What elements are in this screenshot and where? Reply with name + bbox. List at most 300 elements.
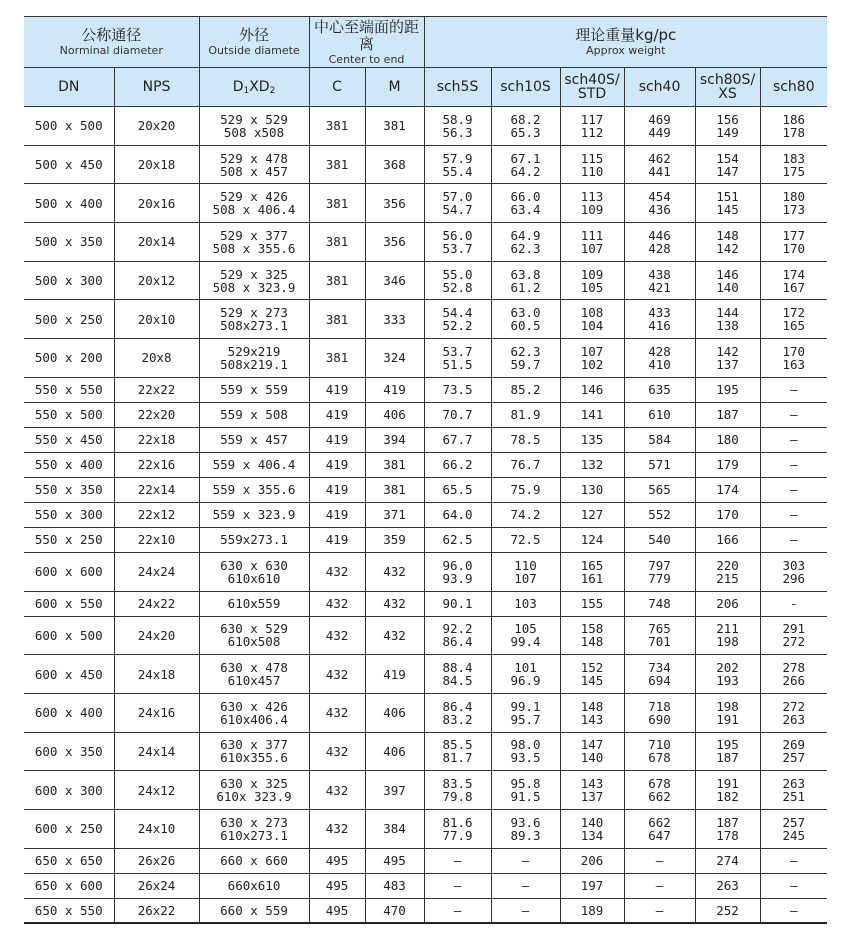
cell-sch5s: 66.2 bbox=[424, 452, 491, 477]
cell-sch10s: 63.0 60.5 bbox=[491, 300, 560, 339]
cell-sch80: – bbox=[760, 377, 827, 402]
cell-sch10s: 62.3 59.7 bbox=[491, 339, 560, 378]
cell-dn: 500 x 450 bbox=[24, 145, 114, 184]
cell-outside-diameter: 660 x 559 bbox=[199, 898, 309, 923]
cell-sch5s: 54.4 52.2 bbox=[424, 300, 491, 339]
cell-sch80: 183 175 bbox=[760, 145, 827, 184]
cell-sch10s: 81.9 bbox=[491, 402, 560, 427]
cell-sch10s: 95.8 91.5 bbox=[491, 771, 560, 810]
cell-sch5s: 70.7 bbox=[424, 402, 491, 427]
cell-nps: 24x12 bbox=[114, 771, 199, 810]
cell-sch5s: 55.0 52.8 bbox=[424, 261, 491, 300]
table-row bbox=[24, 427, 827, 452]
cell-sch80s: 198 191 bbox=[695, 693, 760, 732]
cell-sch80s: 211 198 bbox=[695, 616, 760, 655]
cell-sch40: – bbox=[624, 848, 695, 873]
cell-sch40s: 140 134 bbox=[560, 809, 624, 848]
cell-dn: 650 x 550 bbox=[24, 898, 114, 923]
cell-sch10s: – bbox=[491, 873, 560, 898]
cell-sch80s: 179 bbox=[695, 452, 760, 477]
col-sch80: sch80 bbox=[760, 68, 827, 107]
col-d-sub2: 2 bbox=[269, 85, 276, 96]
col-m: M bbox=[365, 68, 424, 107]
nominal-zh: 公称通径 bbox=[81, 26, 142, 44]
cell-sch40: 662 647 bbox=[624, 809, 695, 848]
cell-dn: 600 x 500 bbox=[24, 616, 114, 655]
cell-outside-diameter: 630 x 630 610x610 bbox=[199, 552, 309, 591]
cell-outside-diameter: 529 x 273 508x273.1 bbox=[199, 300, 309, 339]
cell-outside-diameter: 559 x 323.9 bbox=[199, 502, 309, 527]
cell-outside-diameter: 559 x 457 bbox=[199, 427, 309, 452]
table-row bbox=[24, 732, 827, 771]
cell-sch80: – bbox=[760, 452, 827, 477]
cell-m: 397 bbox=[365, 771, 424, 810]
cell-sch40: 438 421 bbox=[624, 261, 695, 300]
cell-m: 432 bbox=[365, 616, 424, 655]
cell-c: 419 bbox=[309, 427, 365, 452]
cell-sch80s: 144 138 bbox=[695, 300, 760, 339]
cell-sch5s: 92.2 86.4 bbox=[424, 616, 491, 655]
cell-dn: 550 x 400 bbox=[24, 452, 114, 477]
table-row bbox=[24, 339, 827, 378]
cell-c: 381 bbox=[309, 300, 365, 339]
cell-sch10s: 63.8 61.2 bbox=[491, 261, 560, 300]
cell-c: 432 bbox=[309, 732, 365, 771]
cell-sch80: – bbox=[760, 848, 827, 873]
table-row bbox=[24, 809, 827, 848]
cell-nps: 22x22 bbox=[114, 377, 199, 402]
cell-dn: 500 x 300 bbox=[24, 261, 114, 300]
outside-diameter-header bbox=[199, 17, 309, 68]
table-row bbox=[24, 452, 827, 477]
cell-nps: 24x18 bbox=[114, 655, 199, 694]
cell-sch5s: 56.0 53.7 bbox=[424, 223, 491, 262]
cell-sch5s: 67.7 bbox=[424, 427, 491, 452]
cell-m: 356 bbox=[365, 223, 424, 262]
cell-nps: 24x14 bbox=[114, 732, 199, 771]
table-row bbox=[24, 771, 827, 810]
cell-sch40: 433 416 bbox=[624, 300, 695, 339]
cell-sch40s: 107 102 bbox=[560, 339, 624, 378]
cell-m: 406 bbox=[365, 402, 424, 427]
cell-sch80: 263 251 bbox=[760, 771, 827, 810]
cell-outside-diameter: 660x610 bbox=[199, 873, 309, 898]
cell-sch80s: 202 193 bbox=[695, 655, 760, 694]
cell-sch40: 765 701 bbox=[624, 616, 695, 655]
cell-sch40s: 115 110 bbox=[560, 145, 624, 184]
cell-dn: 600 x 350 bbox=[24, 732, 114, 771]
header-row-1 bbox=[24, 17, 827, 68]
cell-m: 406 bbox=[365, 693, 424, 732]
cell-outside-diameter: 559 x 559 bbox=[199, 377, 309, 402]
cell-sch40s: 117 112 bbox=[560, 107, 624, 146]
cell-sch80: 272 263 bbox=[760, 693, 827, 732]
cell-dn: 500 x 400 bbox=[24, 184, 114, 223]
cell-c: 419 bbox=[309, 502, 365, 527]
table-row bbox=[24, 616, 827, 655]
cell-sch80: – bbox=[760, 527, 827, 552]
cell-dn: 600 x 400 bbox=[24, 693, 114, 732]
cell-sch80: – bbox=[760, 402, 827, 427]
cell-sch80s: 146 140 bbox=[695, 261, 760, 300]
cell-c: 381 bbox=[309, 339, 365, 378]
table-row bbox=[24, 693, 827, 732]
cell-sch5s: 88.4 84.5 bbox=[424, 655, 491, 694]
cell-dn: 550 x 300 bbox=[24, 502, 114, 527]
cell-c: 432 bbox=[309, 809, 365, 848]
header-row-2 bbox=[24, 68, 827, 107]
cell-sch80: 257 245 bbox=[760, 809, 827, 848]
center-zh: 中心至端面的距离 bbox=[314, 17, 420, 53]
cell-sch5s: 64.0 bbox=[424, 502, 491, 527]
cell-nps: 26x26 bbox=[114, 848, 199, 873]
cell-dn: 550 x 500 bbox=[24, 402, 114, 427]
cell-sch80: – bbox=[760, 873, 827, 898]
cell-m: 381 bbox=[365, 452, 424, 477]
cell-sch40: 565 bbox=[624, 477, 695, 502]
cell-m: 394 bbox=[365, 427, 424, 452]
cell-sch80: 170 163 bbox=[760, 339, 827, 378]
cell-outside-diameter: 610x559 bbox=[199, 591, 309, 616]
table-row bbox=[24, 898, 827, 923]
col-c: C bbox=[309, 68, 365, 107]
col-sch40: sch40 bbox=[624, 68, 695, 107]
cell-nps: 22x10 bbox=[114, 527, 199, 552]
cell-sch40: 710 678 bbox=[624, 732, 695, 771]
cell-nps: 24x16 bbox=[114, 693, 199, 732]
cell-sch40s: 130 bbox=[560, 477, 624, 502]
cell-m: 371 bbox=[365, 502, 424, 527]
table-row bbox=[24, 184, 827, 223]
cell-sch80s: 170 bbox=[695, 502, 760, 527]
cell-sch10s: 85.2 bbox=[491, 377, 560, 402]
cell-nps: 22x18 bbox=[114, 427, 199, 452]
cell-outside-diameter: 529 x 529 508 x508 bbox=[199, 107, 309, 146]
cell-sch80s: 187 bbox=[695, 402, 760, 427]
cell-dn: 650 x 600 bbox=[24, 873, 114, 898]
cell-c: 432 bbox=[309, 591, 365, 616]
cell-sch80: 186 178 bbox=[760, 107, 827, 146]
cell-sch40: 571 bbox=[624, 452, 695, 477]
cell-sch80s: 274 bbox=[695, 848, 760, 873]
cell-sch10s: 101 96.9 bbox=[491, 655, 560, 694]
cell-c: 432 bbox=[309, 616, 365, 655]
weight-zh: 理论重量kg/pc bbox=[575, 26, 677, 44]
cell-sch40s: 152 145 bbox=[560, 655, 624, 694]
cell-sch40: 446 428 bbox=[624, 223, 695, 262]
cell-m: 368 bbox=[365, 145, 424, 184]
col-sch5s: sch5S bbox=[424, 68, 491, 107]
cell-sch10s: – bbox=[491, 848, 560, 873]
table-row bbox=[24, 261, 827, 300]
cell-outside-diameter: 630 x 377 610x355.6 bbox=[199, 732, 309, 771]
cell-dn: 600 x 550 bbox=[24, 591, 114, 616]
table-row bbox=[24, 873, 827, 898]
cell-sch80s: 195 bbox=[695, 377, 760, 402]
cell-sch10s: – bbox=[491, 898, 560, 923]
cell-sch40s: 109 105 bbox=[560, 261, 624, 300]
cell-c: 419 bbox=[309, 477, 365, 502]
cell-sch10s: 66.0 63.4 bbox=[491, 184, 560, 223]
cell-sch80: 174 167 bbox=[760, 261, 827, 300]
cell-sch80s: 252 bbox=[695, 898, 760, 923]
cell-outside-diameter: 529 x 377 508 x 355.6 bbox=[199, 223, 309, 262]
cell-nps: 22x16 bbox=[114, 452, 199, 477]
cell-sch80s: 191 182 bbox=[695, 771, 760, 810]
col-d1xd2 bbox=[199, 68, 309, 107]
cell-sch5s: 85.5 81.7 bbox=[424, 732, 491, 771]
cell-sch5s: 62.5 bbox=[424, 527, 491, 552]
cell-sch80s: 151 145 bbox=[695, 184, 760, 223]
cell-outside-diameter: 630 x 273 610x273.1 bbox=[199, 809, 309, 848]
cell-nps: 24x20 bbox=[114, 616, 199, 655]
cell-sch80s: 166 bbox=[695, 527, 760, 552]
cell-nps: 20x14 bbox=[114, 223, 199, 262]
cell-sch40s: 127 bbox=[560, 502, 624, 527]
table-row bbox=[24, 145, 827, 184]
cell-dn: 600 x 300 bbox=[24, 771, 114, 810]
cell-sch40s: 143 137 bbox=[560, 771, 624, 810]
cell-m: 419 bbox=[365, 655, 424, 694]
weight-en: Approx weight bbox=[586, 44, 666, 57]
cell-nps: 20x12 bbox=[114, 261, 199, 300]
outside-zh: 外径 bbox=[239, 26, 270, 44]
cell-dn: 550 x 450 bbox=[24, 427, 114, 452]
cell-sch40s: 148 143 bbox=[560, 693, 624, 732]
cell-nps: 24x22 bbox=[114, 591, 199, 616]
cell-m: 483 bbox=[365, 873, 424, 898]
cell-sch80: 291 272 bbox=[760, 616, 827, 655]
cell-nps: 24x24 bbox=[114, 552, 199, 591]
cell-dn: 550 x 250 bbox=[24, 527, 114, 552]
cell-sch40: 718 690 bbox=[624, 693, 695, 732]
cell-outside-diameter: 559 x 508 bbox=[199, 402, 309, 427]
cell-sch80: – bbox=[760, 898, 827, 923]
cell-nps: 20x8 bbox=[114, 339, 199, 378]
col-sch10s: sch10S bbox=[491, 68, 560, 107]
table-row bbox=[24, 655, 827, 694]
cell-nps: 26x24 bbox=[114, 873, 199, 898]
cell-sch40: 610 bbox=[624, 402, 695, 427]
cell-dn: 500 x 250 bbox=[24, 300, 114, 339]
cell-sch5s: 57.9 55.4 bbox=[424, 145, 491, 184]
cell-sch40s: 158 148 bbox=[560, 616, 624, 655]
cell-c: 381 bbox=[309, 184, 365, 223]
table-row bbox=[24, 377, 827, 402]
cell-sch80s: 148 142 bbox=[695, 223, 760, 262]
nominal-diameter-header bbox=[24, 17, 199, 68]
cell-sch80: – bbox=[760, 427, 827, 452]
table-row bbox=[24, 591, 827, 616]
cell-c: 419 bbox=[309, 402, 365, 427]
cell-sch40: 734 694 bbox=[624, 655, 695, 694]
cell-sch5s: – bbox=[424, 898, 491, 923]
cell-sch10s: 72.5 bbox=[491, 527, 560, 552]
cell-sch40s: 113 109 bbox=[560, 184, 624, 223]
cell-c: 381 bbox=[309, 223, 365, 262]
cell-sch40: 454 436 bbox=[624, 184, 695, 223]
cell-m: 346 bbox=[365, 261, 424, 300]
cell-dn: 500 x 350 bbox=[24, 223, 114, 262]
cell-nps: 26x22 bbox=[114, 898, 199, 923]
cell-outside-diameter: 529x219 508x219.1 bbox=[199, 339, 309, 378]
cell-sch5s: 73.5 bbox=[424, 377, 491, 402]
table-row bbox=[24, 402, 827, 427]
cell-sch10s: 67.1 64.2 bbox=[491, 145, 560, 184]
pipe-fitting-spec-table bbox=[24, 16, 827, 924]
cell-outside-diameter: 630 x 529 610x508 bbox=[199, 616, 309, 655]
cell-outside-diameter: 559x273.1 bbox=[199, 527, 309, 552]
cell-sch40s: 124 bbox=[560, 527, 624, 552]
cell-sch10s: 64.9 62.3 bbox=[491, 223, 560, 262]
cell-dn: 550 x 550 bbox=[24, 377, 114, 402]
cell-dn: 600 x 600 bbox=[24, 552, 114, 591]
cell-sch10s: 93.6 89.3 bbox=[491, 809, 560, 848]
cell-sch80s: 154 147 bbox=[695, 145, 760, 184]
cell-sch10s: 110 107 bbox=[491, 552, 560, 591]
cell-nps: 22x20 bbox=[114, 402, 199, 427]
col-d-sub1: 1 bbox=[243, 85, 250, 96]
cell-sch40: – bbox=[624, 873, 695, 898]
cell-nps: 20x20 bbox=[114, 107, 199, 146]
cell-c: 432 bbox=[309, 655, 365, 694]
cell-sch40s: 132 bbox=[560, 452, 624, 477]
cell-sch80: 303 296 bbox=[760, 552, 827, 591]
cell-c: 495 bbox=[309, 873, 365, 898]
cell-sch40: 678 662 bbox=[624, 771, 695, 810]
cell-outside-diameter: 559 x 406.4 bbox=[199, 452, 309, 477]
cell-sch40: 469 449 bbox=[624, 107, 695, 146]
table-row bbox=[24, 502, 827, 527]
cell-c: 432 bbox=[309, 693, 365, 732]
center-en: Center to end bbox=[328, 52, 405, 66]
col-dn: DN bbox=[24, 68, 114, 107]
nominal-en: Norminal diameter bbox=[59, 44, 163, 57]
cell-m: 432 bbox=[365, 552, 424, 591]
table-row bbox=[24, 477, 827, 502]
cell-sch80: 172 165 bbox=[760, 300, 827, 339]
cell-sch40s: 111 107 bbox=[560, 223, 624, 262]
cell-dn: 650 x 650 bbox=[24, 848, 114, 873]
cell-sch40s: 197 bbox=[560, 873, 624, 898]
cell-outside-diameter: 630 x 426 610x406.4 bbox=[199, 693, 309, 732]
cell-sch40: 552 bbox=[624, 502, 695, 527]
cell-sch80: 180 173 bbox=[760, 184, 827, 223]
cell-outside-diameter: 660 x 660 bbox=[199, 848, 309, 873]
cell-c: 432 bbox=[309, 552, 365, 591]
cell-nps: 20x18 bbox=[114, 145, 199, 184]
cell-sch40: 748 bbox=[624, 591, 695, 616]
table-row bbox=[24, 300, 827, 339]
cell-sch40: – bbox=[624, 898, 695, 923]
cell-m: 381 bbox=[365, 477, 424, 502]
cell-sch5s: 81.6 77.9 bbox=[424, 809, 491, 848]
cell-sch40: 540 bbox=[624, 527, 695, 552]
cell-c: 419 bbox=[309, 452, 365, 477]
cell-nps: 20x10 bbox=[114, 300, 199, 339]
col-nps: NPS bbox=[114, 68, 199, 107]
cell-sch5s: 96.0 93.9 bbox=[424, 552, 491, 591]
cell-sch80: 269 257 bbox=[760, 732, 827, 771]
cell-sch80: 177 170 bbox=[760, 223, 827, 262]
cell-m: 324 bbox=[365, 339, 424, 378]
cell-m: 356 bbox=[365, 184, 424, 223]
cell-sch80s: 187 178 bbox=[695, 809, 760, 848]
col-d-main: D bbox=[232, 78, 244, 95]
cell-sch80: – bbox=[760, 477, 827, 502]
cell-sch5s: 53.7 51.5 bbox=[424, 339, 491, 378]
cell-sch5s: 86.4 83.2 bbox=[424, 693, 491, 732]
table-row bbox=[24, 552, 827, 591]
cell-sch10s: 105 99.4 bbox=[491, 616, 560, 655]
cell-m: 359 bbox=[365, 527, 424, 552]
cell-sch80s: 195 187 bbox=[695, 732, 760, 771]
cell-nps: 22x12 bbox=[114, 502, 199, 527]
cell-sch40s: 141 bbox=[560, 402, 624, 427]
cell-sch10s: 99.1 95.7 bbox=[491, 693, 560, 732]
cell-m: 495 bbox=[365, 848, 424, 873]
col-sch80s: sch80S/ XS bbox=[695, 68, 760, 107]
cell-sch40s: 108 104 bbox=[560, 300, 624, 339]
cell-dn: 500 x 200 bbox=[24, 339, 114, 378]
col-sch40s: sch40S/ STD bbox=[560, 68, 624, 107]
table-row bbox=[24, 848, 827, 873]
cell-outside-diameter: 529 x 325 508 x 323.9 bbox=[199, 261, 309, 300]
table-row bbox=[24, 107, 827, 146]
cell-sch80: 278 266 bbox=[760, 655, 827, 694]
cell-sch80: - bbox=[760, 591, 827, 616]
table-body bbox=[24, 107, 827, 924]
cell-m: 419 bbox=[365, 377, 424, 402]
cell-sch10s: 74.2 bbox=[491, 502, 560, 527]
cell-sch40: 462 441 bbox=[624, 145, 695, 184]
cell-sch80s: 220 215 bbox=[695, 552, 760, 591]
cell-sch80s: 174 bbox=[695, 477, 760, 502]
table-row bbox=[24, 223, 827, 262]
cell-sch40s: 147 140 bbox=[560, 732, 624, 771]
cell-nps: 22x14 bbox=[114, 477, 199, 502]
cell-sch40s: 206 bbox=[560, 848, 624, 873]
cell-dn: 600 x 250 bbox=[24, 809, 114, 848]
cell-nps: 20x16 bbox=[114, 184, 199, 223]
cell-nps: 24x10 bbox=[114, 809, 199, 848]
cell-sch10s: 78.5 bbox=[491, 427, 560, 452]
cell-sch80s: 263 bbox=[695, 873, 760, 898]
cell-m: 432 bbox=[365, 591, 424, 616]
cell-m: 470 bbox=[365, 898, 424, 923]
cell-sch40s: 146 bbox=[560, 377, 624, 402]
table-row bbox=[24, 527, 827, 552]
cell-sch5s: – bbox=[424, 848, 491, 873]
cell-dn: 500 x 500 bbox=[24, 107, 114, 146]
cell-outside-diameter: 529 x 478 508 x 457 bbox=[199, 145, 309, 184]
cell-outside-diameter: 630 x 478 610x457 bbox=[199, 655, 309, 694]
cell-c: 419 bbox=[309, 377, 365, 402]
cell-dn: 550 x 350 bbox=[24, 477, 114, 502]
cell-sch5s: 90.1 bbox=[424, 591, 491, 616]
cell-outside-diameter: 529 x 426 508 x 406.4 bbox=[199, 184, 309, 223]
cell-c: 495 bbox=[309, 898, 365, 923]
cell-sch80s: 156 149 bbox=[695, 107, 760, 146]
cell-outside-diameter: 630 x 325 610x 323.9 bbox=[199, 771, 309, 810]
cell-sch10s: 68.2 65.3 bbox=[491, 107, 560, 146]
cell-c: 381 bbox=[309, 145, 365, 184]
cell-c: 381 bbox=[309, 261, 365, 300]
cell-sch80s: 142 137 bbox=[695, 339, 760, 378]
cell-sch5s: – bbox=[424, 873, 491, 898]
cell-m: 406 bbox=[365, 732, 424, 771]
cell-m: 381 bbox=[365, 107, 424, 146]
